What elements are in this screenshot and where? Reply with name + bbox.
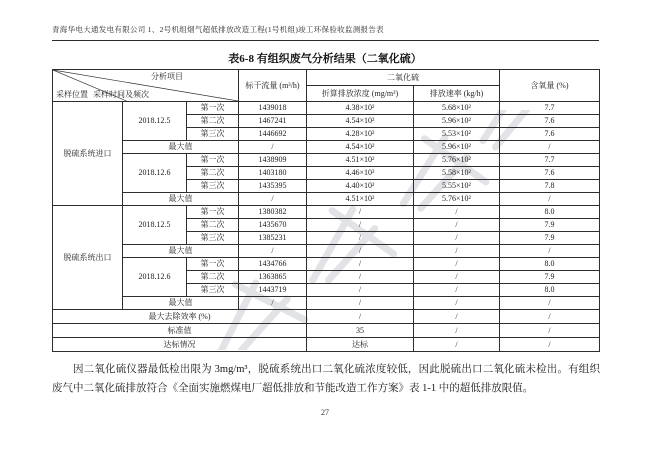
flow-value: 1380382	[239, 206, 307, 219]
summary-row-removal-efficiency	[53, 310, 600, 324]
header-flow: 标干流量 (m³/h)	[239, 70, 307, 102]
conc-value: /	[307, 310, 414, 324]
conc-value: 4.51×10²	[307, 193, 414, 206]
report-header-line: 青海华电大通发电有限公司 1、2号机组烟气超低排放改造工程(1号机组)竣工环保验收监测报告表	[52, 24, 599, 41]
summary-label: 最大去除效率 (%)	[53, 310, 307, 324]
conc-value: /	[307, 258, 414, 271]
max-row	[53, 193, 600, 206]
flow-value: 1443719	[239, 284, 307, 297]
table-title: 表6-8 有组织废气分析结果（二氧化硫）	[228, 53, 422, 65]
flow-value: 1467241	[239, 115, 307, 128]
max-row	[53, 141, 600, 154]
header-oxygen: 含氧量 (%)	[500, 70, 600, 102]
o2-value: 8.0	[500, 284, 600, 297]
run-seq: 第二次	[187, 167, 239, 180]
table-row	[53, 154, 600, 167]
conc-value: 4.54×10²	[307, 141, 414, 154]
rate-value: /	[414, 324, 500, 338]
flow-value: /	[239, 193, 307, 206]
run-seq: 第一次	[187, 154, 239, 167]
flow-value: /	[239, 245, 307, 258]
conc-value: /	[307, 232, 414, 245]
rate-value: /	[414, 338, 500, 352]
o2-value: /	[500, 324, 600, 338]
conc-value: 4.46×10²	[307, 167, 414, 180]
run-seq: 第二次	[187, 271, 239, 284]
conc-value: 达标	[307, 338, 414, 352]
run-seq: 第二次	[187, 115, 239, 128]
conc-value: 4.40×10²	[307, 180, 414, 193]
rate-value: /	[414, 297, 500, 310]
rate-value: 5.76×10²	[414, 193, 500, 206]
summary-row-standard-value	[53, 324, 600, 338]
flow-value: 1363865	[239, 271, 307, 284]
rate-value: /	[414, 219, 500, 232]
date-cell: 2018.12.6	[123, 154, 187, 193]
rate-value: /	[414, 258, 500, 271]
rate-value: 5.53×10²	[414, 128, 500, 141]
max-label: 最大值	[123, 297, 239, 310]
flow-value: 1435670	[239, 219, 307, 232]
table-header-row-1	[53, 70, 600, 86]
conc-value: /	[307, 284, 414, 297]
flow-value: 1434766	[239, 258, 307, 271]
conc-value: 4.51×10²	[307, 154, 414, 167]
o2-value: /	[500, 297, 600, 310]
o2-value: 7.9	[500, 232, 600, 245]
conc-value: /	[307, 206, 414, 219]
table-row	[53, 206, 600, 219]
date-cell: 2018.12.5	[123, 102, 187, 141]
table-row	[53, 102, 600, 115]
rate-value: 5.68×10²	[414, 102, 500, 115]
table-row	[53, 258, 600, 271]
max-label: 最大值	[123, 193, 239, 206]
o2-value: 7.7	[500, 102, 600, 115]
date-cell: 2018.12.6	[123, 258, 187, 297]
analysis-note: 因二氧化硫仪器最低检出限为 3mg/m³，脱硫系统出口二氧化硫浓度较低，因此脱硫出口二氧化硫未检出。有组织废气中二氧化硫排放符合《全面实施燃煤电厂超低排放和节能改造工作方案》表 1-1 中的超低排放限值。	[52, 364, 600, 395]
o2-value: 7.9	[500, 271, 600, 284]
header-rate: 排放速率 (kg/h)	[414, 86, 500, 102]
o2-value: /	[500, 338, 600, 352]
run-seq: 第三次	[187, 128, 239, 141]
conc-value: 4.54×10²	[307, 115, 414, 128]
location-outlet: 脱硫系统出口	[53, 206, 123, 310]
o2-value: 7.6	[500, 167, 600, 180]
summary-label: 达标情况	[53, 338, 307, 352]
run-seq: 第一次	[187, 206, 239, 219]
header-concentration: 折算排放浓度 (mg/m³)	[307, 86, 414, 102]
rate-value: 5.58×10²	[414, 167, 500, 180]
flow-value: 1385231	[239, 232, 307, 245]
rate-value: /	[414, 310, 500, 324]
flow-value: 1446692	[239, 128, 307, 141]
run-seq: 第一次	[187, 102, 239, 115]
header-sampling-location: 采样位置	[56, 89, 88, 99]
rate-value: 5.96×10²	[414, 141, 500, 154]
conc-value: /	[307, 271, 414, 284]
o2-value: /	[500, 310, 600, 324]
flow-value: /	[239, 297, 307, 310]
rate-value: 5.76×10²	[414, 154, 500, 167]
conc-value: 4.38×10²	[307, 102, 414, 115]
max-label: 最大值	[123, 245, 239, 258]
run-seq: 第一次	[187, 258, 239, 271]
conc-value: /	[307, 297, 414, 310]
o2-value: 8.0	[500, 258, 600, 271]
run-seq: 第二次	[187, 219, 239, 232]
o2-value: 8.0	[500, 206, 600, 219]
o2-value: 7.6	[500, 115, 600, 128]
run-seq: 第三次	[187, 180, 239, 193]
o2-value: /	[500, 193, 600, 206]
run-seq: 第三次	[187, 232, 239, 245]
run-seq: 第三次	[187, 284, 239, 297]
max-row	[53, 245, 600, 258]
conc-value: 35	[307, 324, 414, 338]
flow-value: /	[239, 141, 307, 154]
flow-value: 1438909	[239, 154, 307, 167]
rate-value: 5.55×10²	[414, 180, 500, 193]
rate-value: /	[414, 245, 500, 258]
o2-value: /	[500, 141, 600, 154]
conc-value: /	[307, 245, 414, 258]
max-label: 最大值	[123, 141, 239, 154]
o2-value: 7.8	[500, 180, 600, 193]
rate-value: /	[414, 284, 500, 297]
rate-value: /	[414, 206, 500, 219]
page-number: 27	[321, 408, 329, 417]
conc-value: 4.28×10²	[307, 128, 414, 141]
o2-value: 7.9	[500, 219, 600, 232]
header-sampling-time-frequency: 采样时间及频次	[93, 89, 149, 99]
so2-analysis-table	[52, 69, 600, 352]
summary-label: 标准值	[53, 324, 307, 338]
rate-value: /	[414, 271, 500, 284]
flow-value: 1435395	[239, 180, 307, 193]
conc-value: /	[307, 219, 414, 232]
o2-value: /	[500, 245, 600, 258]
summary-row-compliance	[53, 338, 600, 352]
rate-value: 5.96×10²	[414, 115, 500, 128]
header-so2-group: 二氧化硫	[307, 70, 500, 86]
flow-value: 1439018	[239, 102, 307, 115]
flow-value: 1403180	[239, 167, 307, 180]
rate-value: /	[414, 232, 500, 245]
o2-value: 7.7	[500, 154, 600, 167]
diagonal-header-cell	[53, 70, 239, 102]
location-inlet: 脱硫系统进口	[53, 102, 123, 206]
max-row	[53, 297, 600, 310]
o2-value: 7.6	[500, 128, 600, 141]
header-analysis-item: 分析项目	[151, 72, 183, 81]
date-cell: 2018.12.5	[123, 206, 187, 245]
